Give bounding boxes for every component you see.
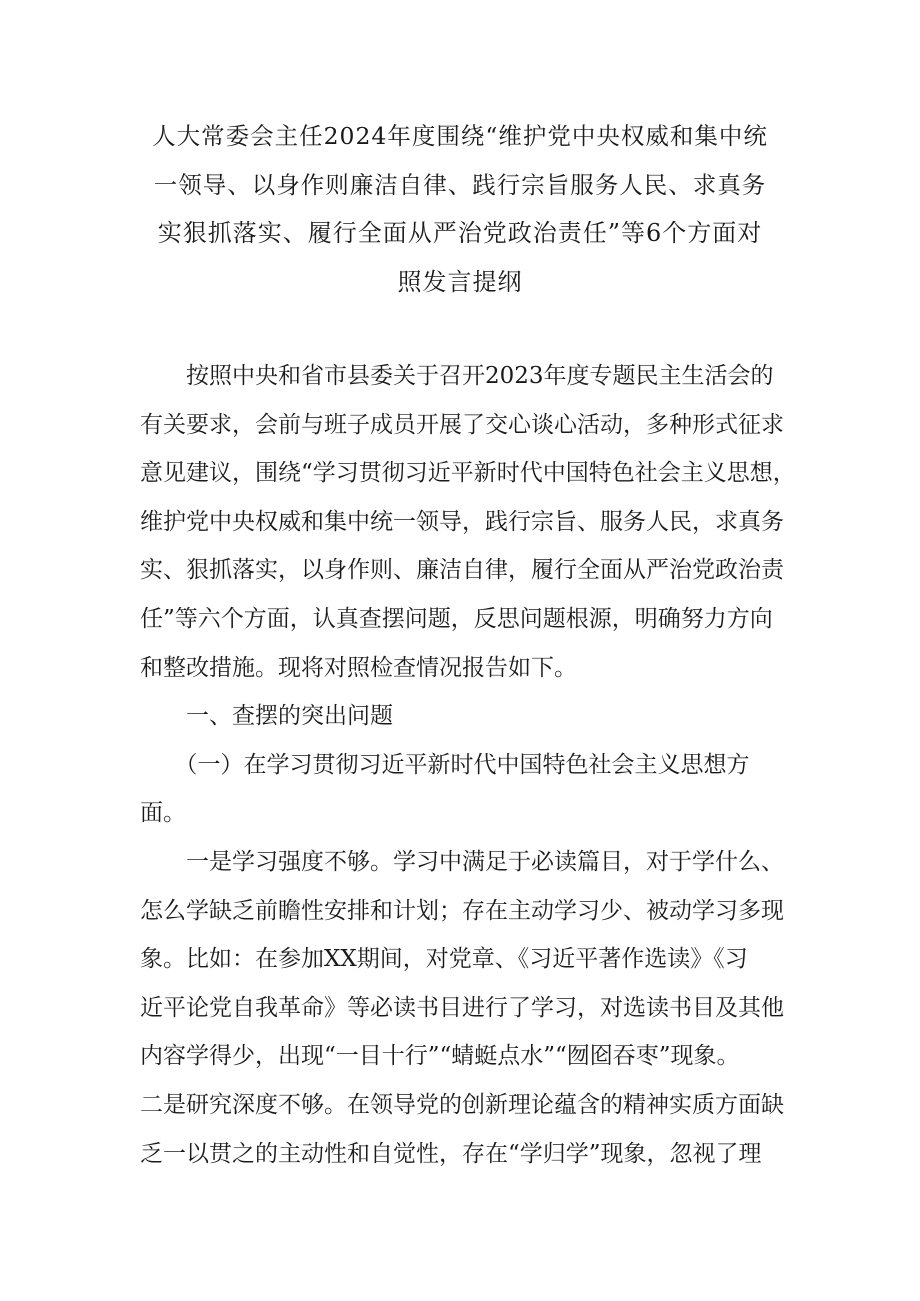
title-line: 人大常委会主任2024年度围绕“维护党中央权威和集中统	[152, 122, 768, 150]
body-line: 乏一以贯之的主动性和自觉性，存在“学归学”现象，忽视了理	[140, 1140, 762, 1167]
body-line: 意见建议，围绕“学习贯彻习近平新时代中国特色社会主义思想，	[140, 460, 796, 487]
body-line: 二是研究深度不够。在领导党的创新理论蕴含的精神实质方面缺	[140, 1091, 784, 1118]
body-line: 近平论党自我革命》等必读书目进行了学习，对选读书目及其他	[140, 994, 784, 1021]
title-line: 照发言提纲	[397, 267, 523, 296]
body-line: 怎么学缺乏前瞻性安排和计划；存在主动学习少、被动学习多现	[140, 897, 784, 924]
document-title	[150, 112, 770, 306]
body-line: 实、狠抓落实，以身作则、廉洁自律，履行全面从严治党政治责	[140, 557, 784, 584]
body-line: 和整改措施。现将对照检查情况报告如下。	[140, 654, 577, 681]
body-line: 任”等六个方面，认真查摆问题，反思问题根源，明确努力方向	[140, 605, 773, 632]
body-line: 一是学习强度不够。学习中满足于必读篇目，对于学什么、	[140, 848, 784, 875]
body-line: 有关要求，会前与班子成员开展了交心谈心活动，多种形式征求	[140, 411, 784, 438]
subsection-heading: （一）在学习贯彻习近平新时代中国特色社会主义思想方	[140, 751, 750, 778]
body-line: 象。比如：在参加XX期间，对党章、《习近平著作选读》《习	[140, 946, 748, 973]
section-heading: 一、查摆的突出问题	[140, 703, 393, 730]
title-line: 实狠抓落实、履行全面从严治党政治责任”等6个方面对	[157, 219, 763, 247]
body-line: 面。	[140, 800, 186, 827]
document-body	[140, 352, 800, 1178]
body-line: 按照中央和省市县委关于召开2023年度专题民主生活会的	[140, 363, 774, 389]
body-line: 内容学得少，出现“一目十行”“蜻蜓点水”“囫囵吞枣”现象。	[140, 1043, 740, 1070]
title-line: 一领导、以身作则廉洁自律、践行宗旨服务人民、求真务	[153, 170, 767, 199]
body-line: 维护党中央权威和集中统一领导，践行宗旨、服务人民，求真务	[140, 508, 784, 535]
